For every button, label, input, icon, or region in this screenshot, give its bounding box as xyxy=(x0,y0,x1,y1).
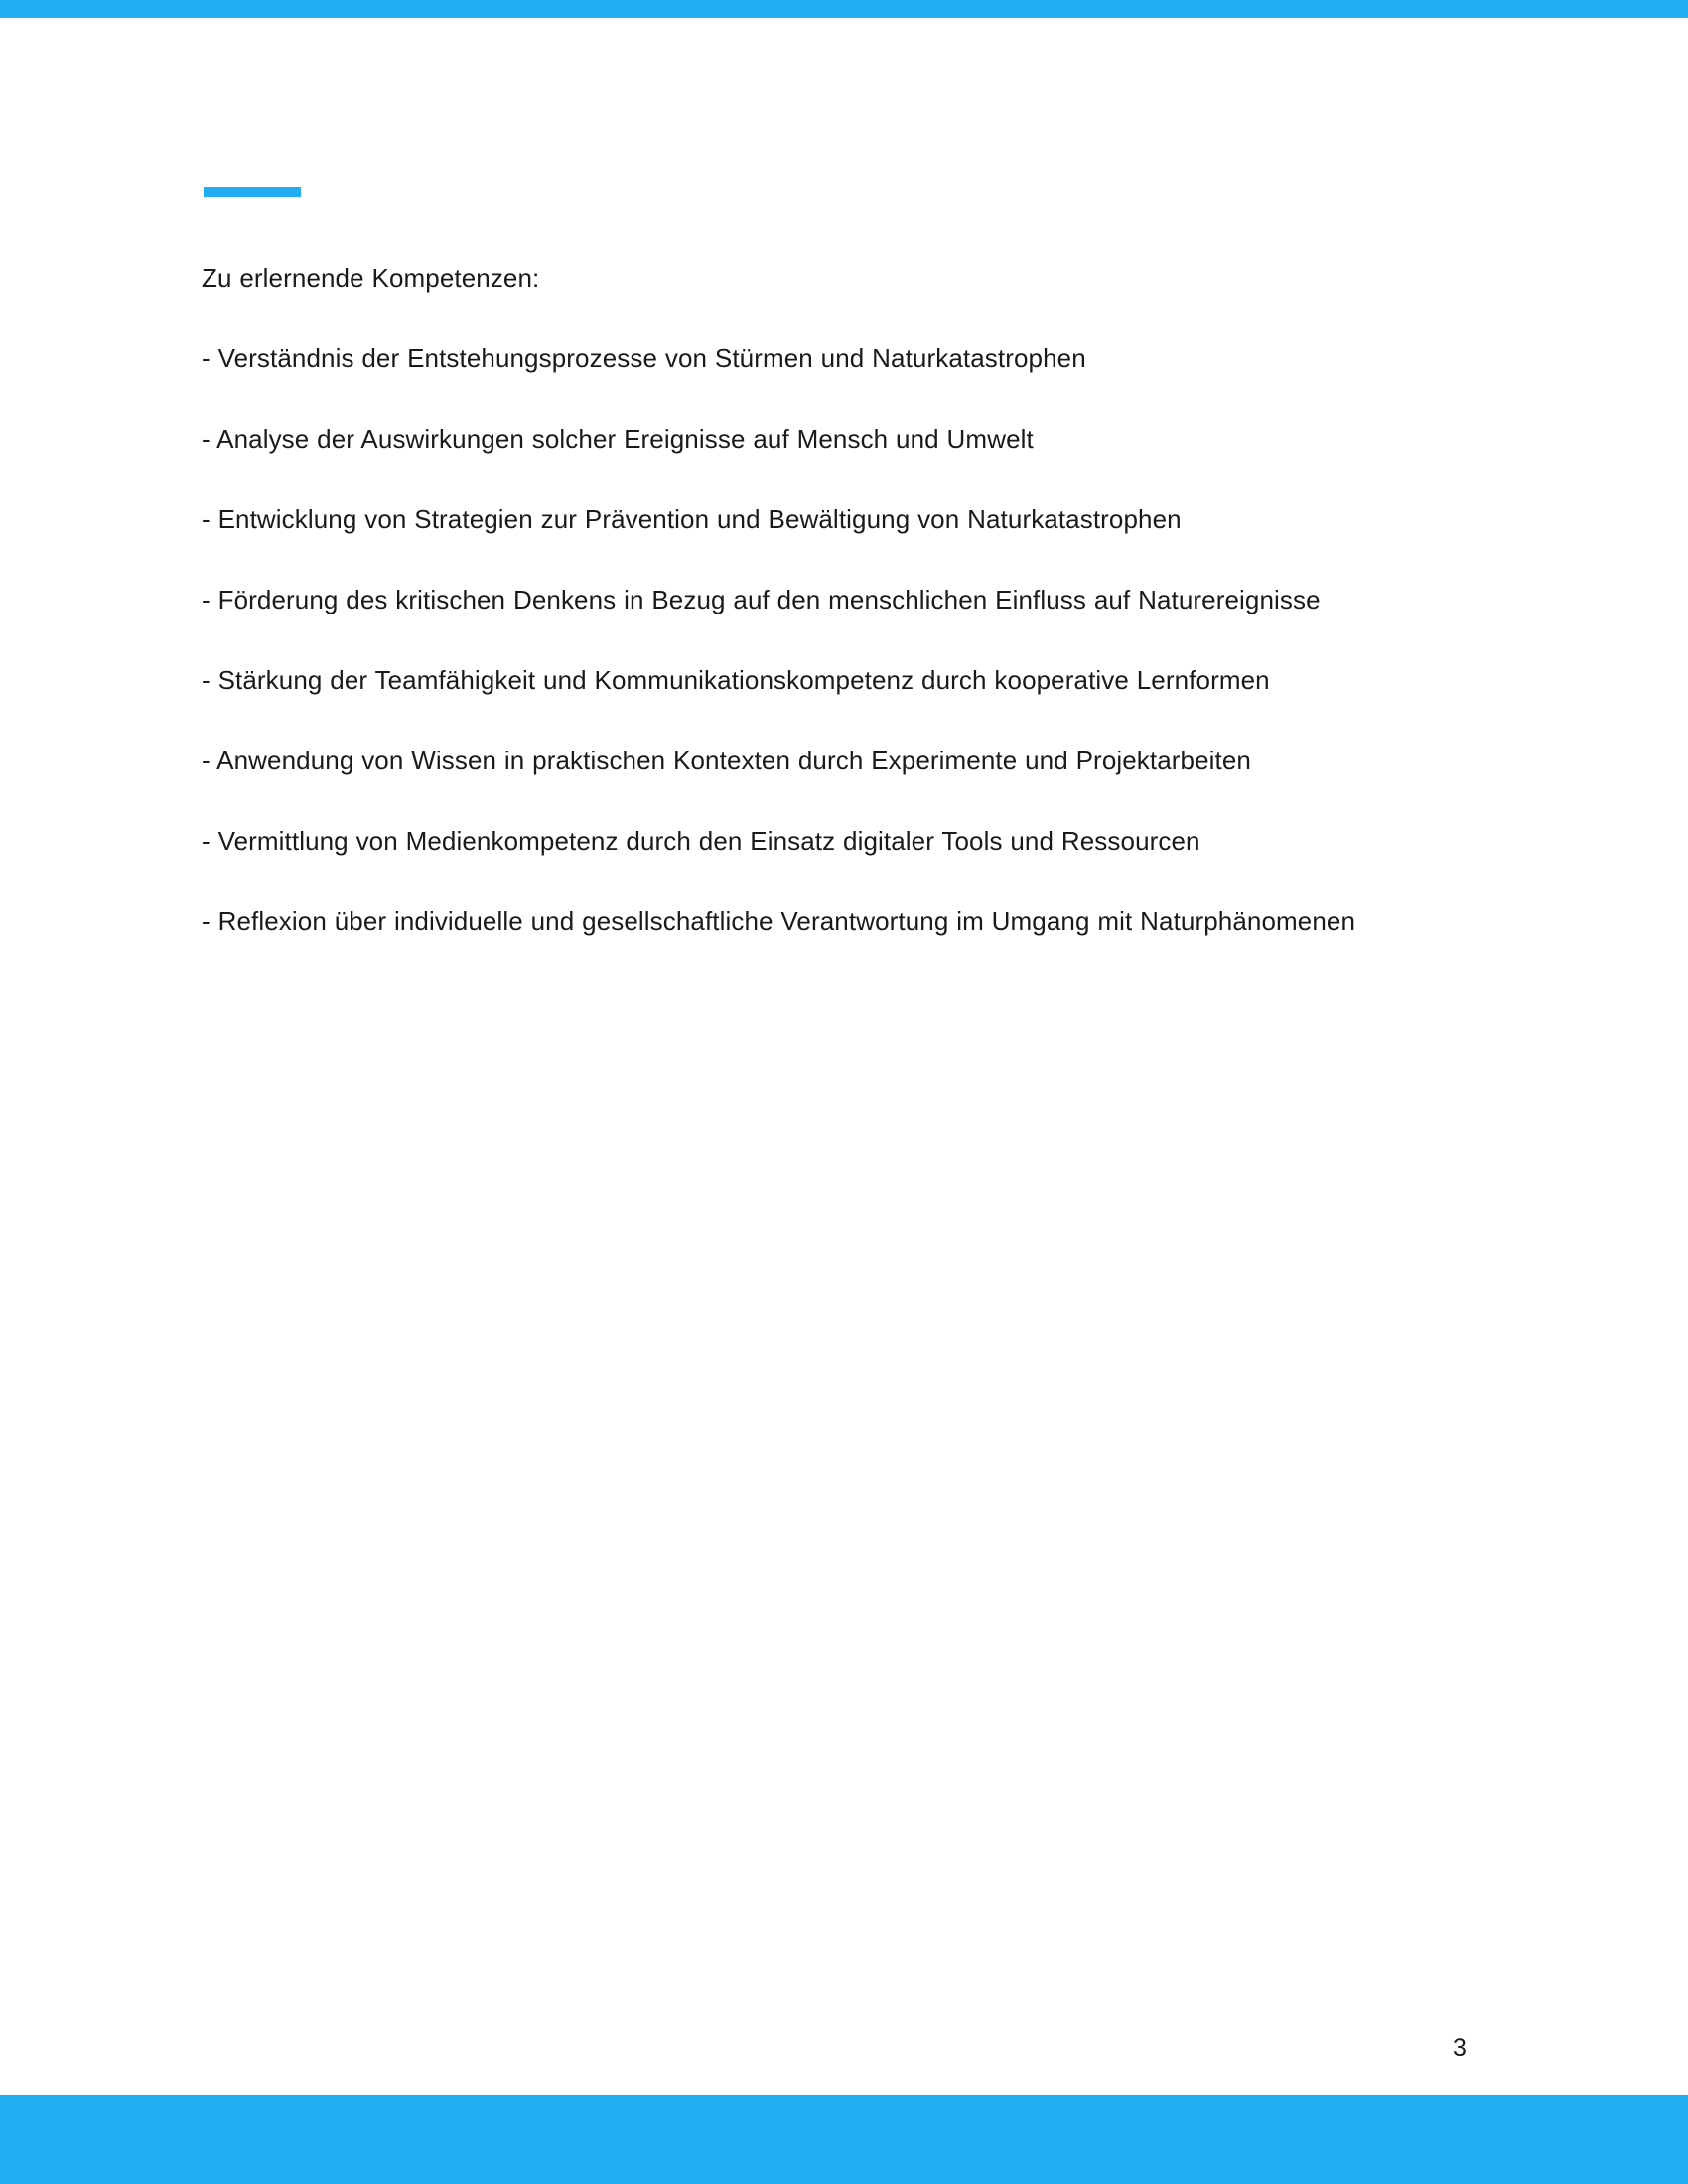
section-accent-rule xyxy=(204,187,301,197)
competency-item-7: - Vermittlung von Medienkompetenz durch den Einsatz digitaler Tools und Ressourcen xyxy=(202,826,1200,856)
header-accent-bar xyxy=(0,0,1688,18)
competency-item-8: - Reflexion über individuelle und gesellschaftliche Verantwortung im Umgang mit Naturphänomenen xyxy=(202,906,1356,936)
page-number: 3 xyxy=(1453,2034,1467,2062)
competency-item-3: - Entwicklung von Strategien zur Prävention und Bewältigung von Naturkatastrophen xyxy=(202,504,1182,534)
competency-item-6: - Anwendung von Wissen in praktischen Kontexten durch Experimente und Projektarbeiten xyxy=(202,746,1251,775)
competency-item-2: - Analyse der Auswirkungen solcher Ereignisse auf Mensch und Umwelt xyxy=(202,424,1034,454)
competency-item-1: - Verständnis der Entstehungsprozesse von Stürmen und Naturkatastrophen xyxy=(202,343,1086,373)
body-heading: Zu erlernende Kompetenzen: xyxy=(202,263,540,293)
footer-accent-bar xyxy=(0,2095,1688,2184)
competency-item-4: - Förderung des kritischen Denkens in Bezug auf den menschlichen Einfluss auf Naturereignisse xyxy=(202,585,1321,614)
competency-item-5: - Stärkung der Teamfähigkeit und Kommunikationskompetenz durch kooperative Lernformen xyxy=(202,665,1270,695)
document-body xyxy=(202,256,1494,943)
